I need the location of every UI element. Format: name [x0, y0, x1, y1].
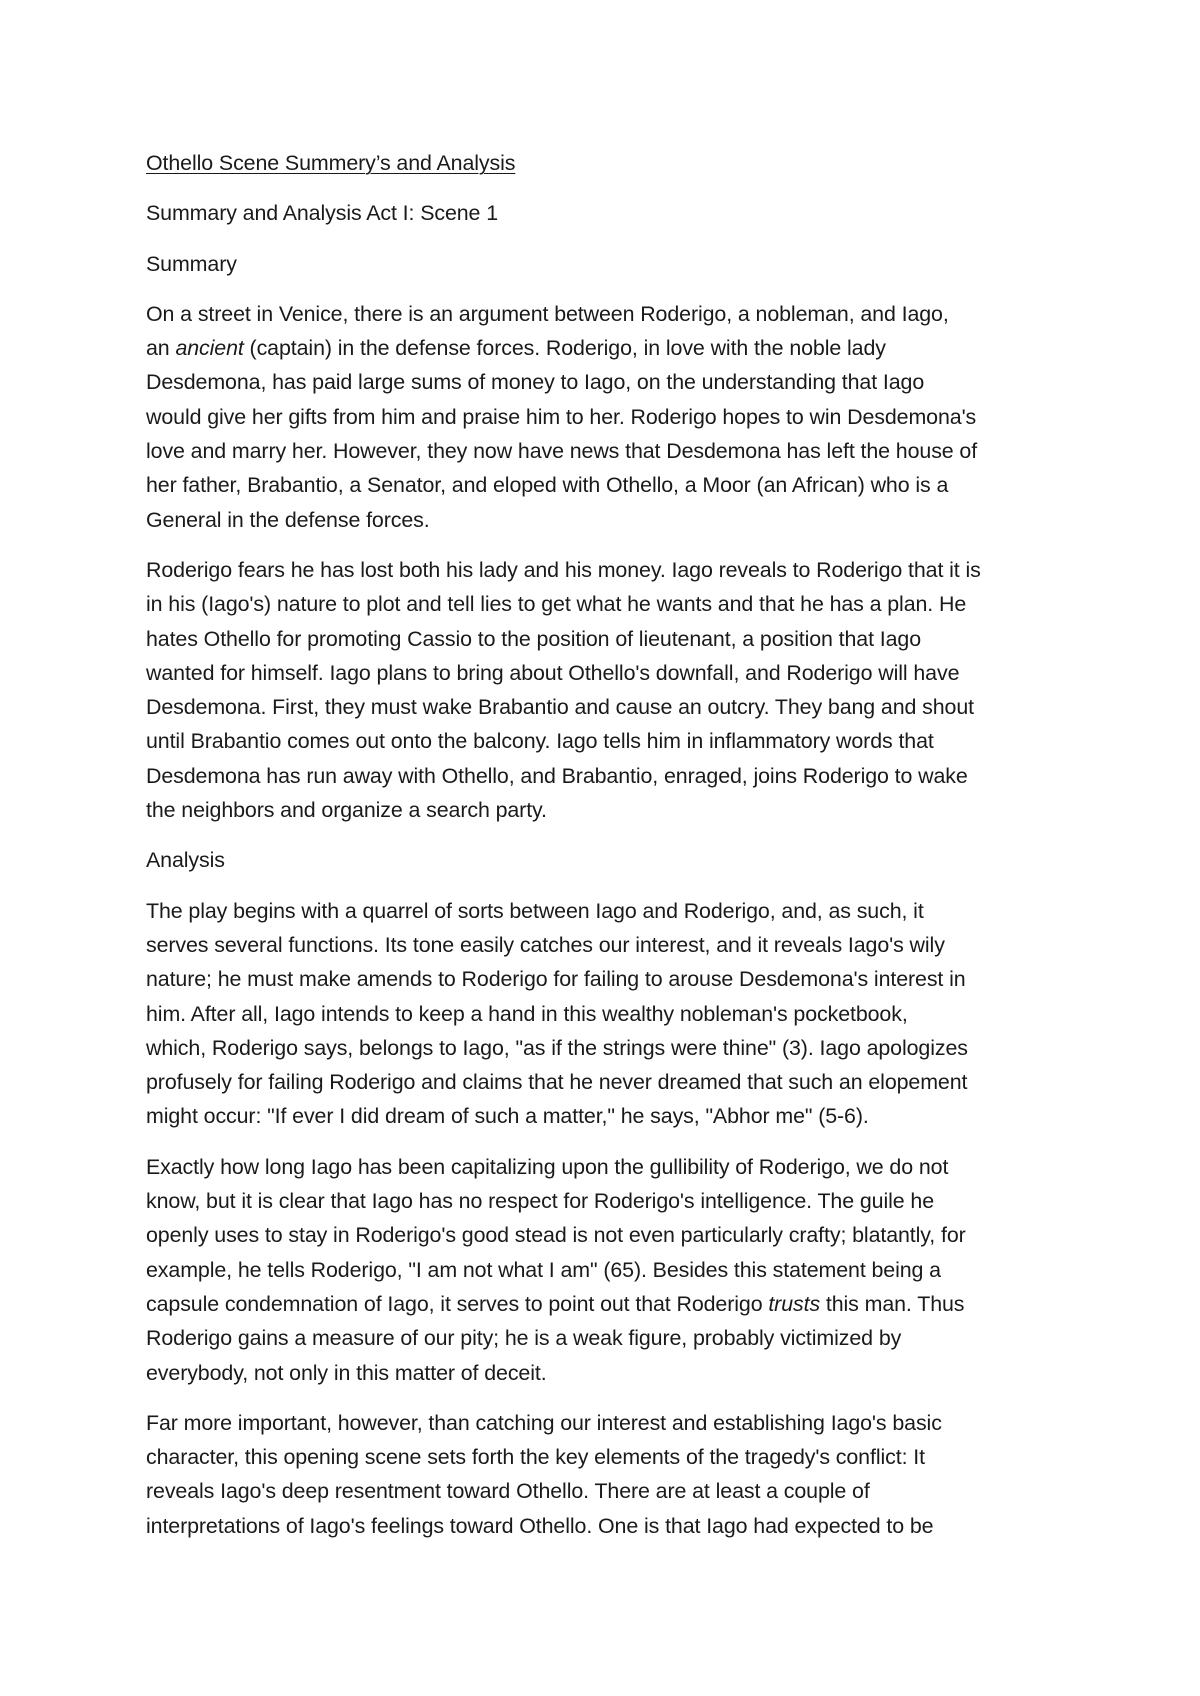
text-line: Roderigo fears he has lost both his lady and his money. Iago reveals to Roderigo that it is — [146, 557, 981, 582]
text-line: Desdemona, has paid large sums of money to Iago, on the understanding that Iago — [146, 370, 925, 395]
text-line: example, he tells Roderigo, "I am not what I am" (65). Besides this statement being a — [146, 1257, 941, 1282]
summary-heading: Summary — [146, 251, 237, 276]
text-line — [146, 331, 1066, 365]
text-line: which, Roderigo says, belongs to Iago, "as if the strings were thine" (3). Iago apologizes — [146, 1035, 968, 1060]
text-line: The play begins with a quarrel of sorts between Iago and Roderigo, and, as such, it — [146, 898, 924, 923]
text-run: capsule condemnation of Iago, it serves to point out that Roderigo — [146, 1291, 769, 1316]
analysis-paragraph-2 — [146, 1150, 1066, 1390]
text-line: serves several functions. Its tone easily catches our interest, and it reveals Iago's wily — [146, 932, 945, 957]
document-title: Othello Scene Summery’s and Analysis — [146, 151, 516, 175]
analysis-heading: Analysis — [146, 848, 225, 873]
summary-paragraph-1 — [146, 297, 1066, 537]
analysis-paragraph-3 — [146, 1406, 1066, 1543]
text-line: the neighbors and organize a search party. — [146, 798, 547, 823]
text-line: profusely for failing Roderigo and claims that he never dreamed that such an elopement — [146, 1070, 968, 1095]
text-line — [146, 1287, 1066, 1321]
text-line: hates Othello for promoting Cassio to the position of lieutenant, a position that Iago — [146, 626, 922, 651]
text-run: (captain) in the defense forces. Roderigo, in love with the noble lady — [243, 336, 886, 361]
text-line: him. After all, Iago intends to keep a hand in this wealthy nobleman's pocketbook, — [146, 1001, 908, 1026]
emphasis-ancient: ancient — [175, 336, 244, 361]
text-line: General in the defense forces. — [146, 507, 430, 532]
text-line: know, but it is clear that Iago has no respect for Roderigo's intelligence. The guile he — [146, 1189, 935, 1214]
text-line: Desdemona has run away with Othello, and Brabantio, enraged, joins Roderigo to wake — [146, 763, 968, 788]
text-line: her father, Brabantio, a Senator, and eloped with Othello, a Moor (an African) who is a — [146, 473, 949, 498]
text-line: interpretations of Iago's feelings toward Othello. One is that Iago had expected to be — [146, 1513, 934, 1538]
text-line: nature; he must make amends to Roderigo for failing to arouse Desdemona's interest in — [146, 967, 966, 992]
summary-paragraph-2 — [146, 553, 1066, 827]
text-line: On a street in Venice, there is an argument between Roderigo, a nobleman, and Iago, — [146, 301, 949, 326]
text-line: love and marry her. However, they now have news that Desdemona has left the house of — [146, 439, 978, 464]
text-line: Far more important, however, than catching our interest and establishing Iago's basic — [146, 1410, 942, 1435]
text-line: Exactly how long Iago has been capitalizing upon the gullibility of Roderigo, we do not — [146, 1154, 949, 1179]
text-line: Desdemona. First, they must wake Brabantio and cause an outcry. They bang and shout — [146, 695, 974, 720]
section-subtitle: Summary and Analysis Act I: Scene 1 — [146, 201, 498, 226]
text-line: might occur: "If ever I did dream of such a matter," he says, "Abhor me" (5-6). — [146, 1104, 869, 1129]
text-line: Roderigo gains a measure of our pity; he is a weak figure, probably victimized by — [146, 1326, 902, 1351]
text-line: wanted for himself. Iago plans to bring about Othello's downfall, and Roderigo will have — [146, 660, 960, 685]
text-line: everybody, not only in this matter of deceit. — [146, 1360, 547, 1385]
analysis-paragraph-1 — [146, 894, 1066, 1134]
text-line: reveals Iago's deep resentment toward Othello. There are at least a couple of — [146, 1479, 870, 1504]
text-run: this man. Thus — [820, 1291, 965, 1316]
emphasis-trusts: trusts — [768, 1291, 821, 1316]
text-line: until Brabantio comes out onto the balcony. Iago tells him in inflammatory words that — [146, 729, 934, 754]
text-line: character, this opening scene sets forth the key elements of the tragedy's conflict: It — [146, 1445, 925, 1470]
text-line: would give her gifts from him and praise him to her. Roderigo hopes to win Desdemona's — [146, 404, 977, 429]
text-run: an — [146, 336, 176, 361]
text-line: openly uses to stay in Roderigo's good stead is not even particularly crafty; blatantly, for — [146, 1223, 966, 1248]
document-page — [146, 146, 1066, 1543]
text-line: in his (Iago's) nature to plot and tell lies to get what he wants and that he has a plan. He — [146, 592, 967, 617]
